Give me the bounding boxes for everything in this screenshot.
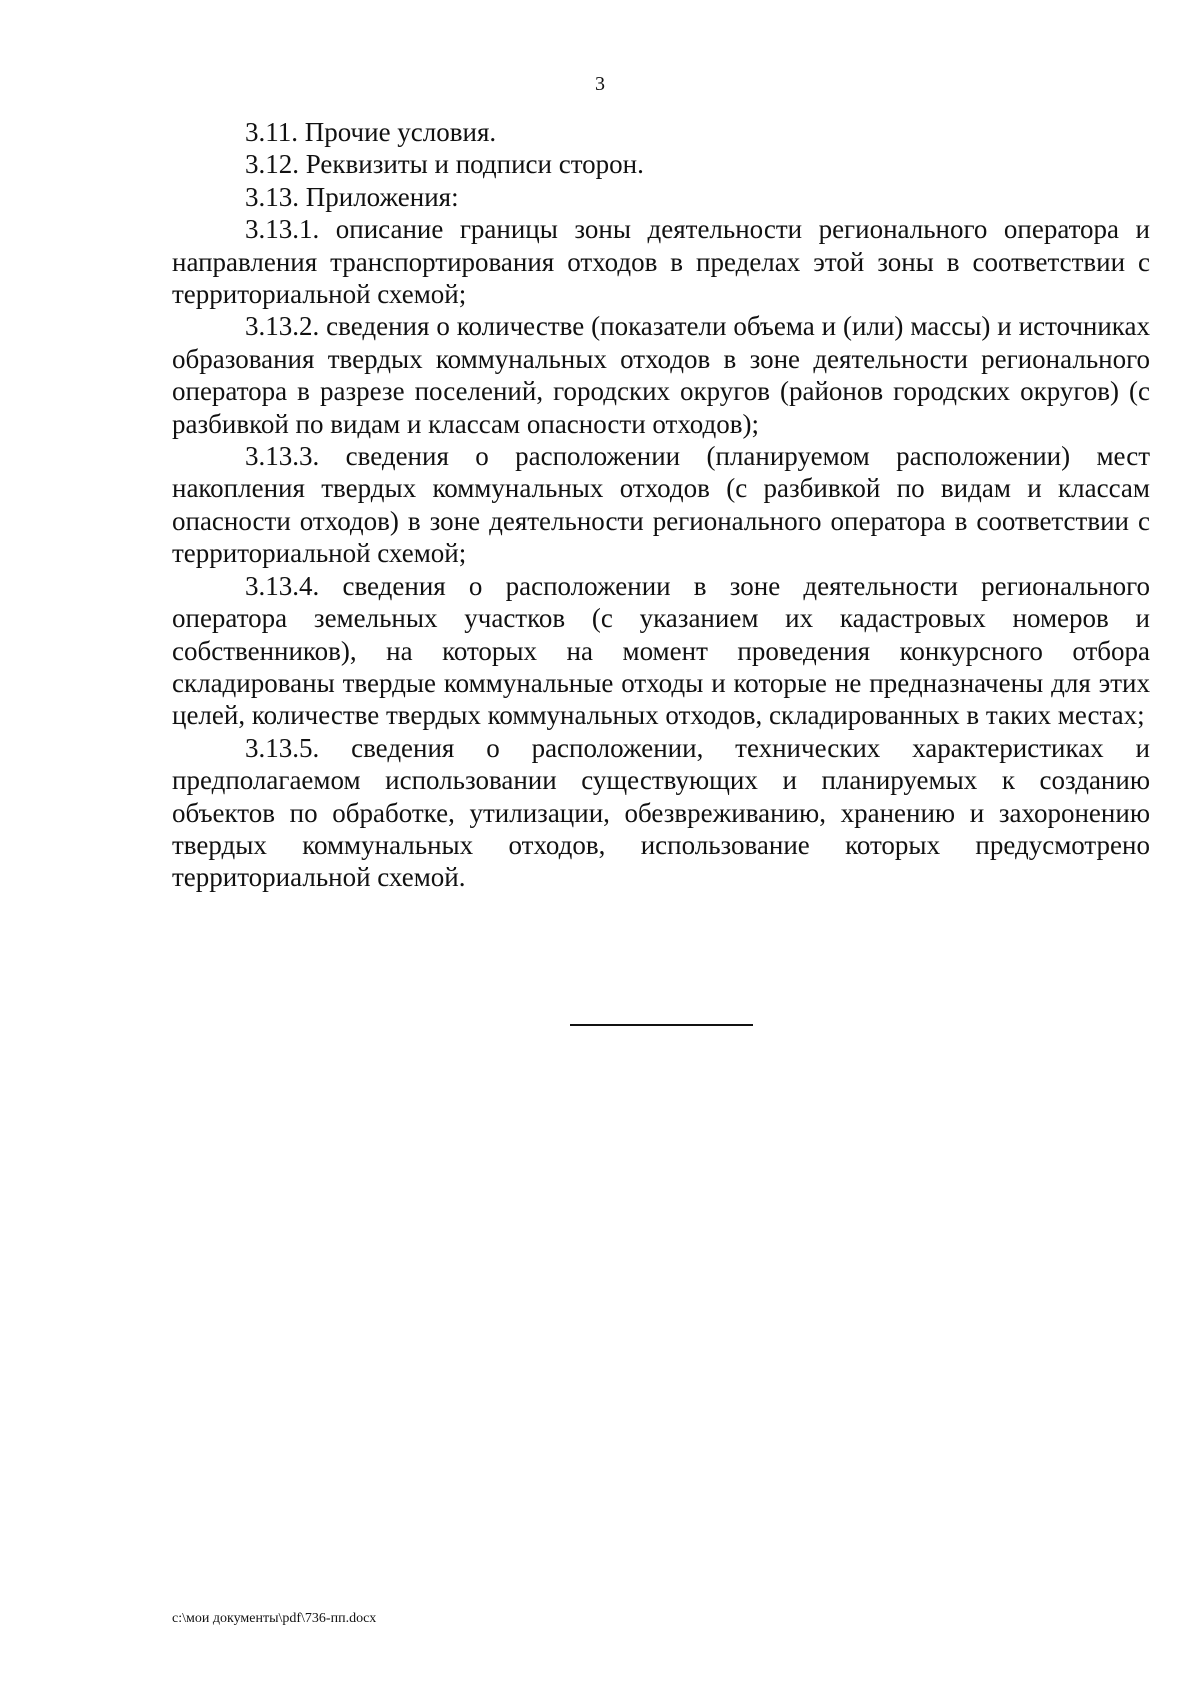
clause-3-13-3: 3.13.3. сведения о расположении (планируемом расположении) мест накопления твердых коммунальных отходов (с разбивкой по видам и классам опасности отходов) в зоне деятельности регионального оператора в соответствии с территориальной схемой; [172, 441, 1150, 569]
clause-3-13-4: 3.13.4. сведения о расположении в зоне деятельности регионального оператора земельных участков (с указанием их кадастровых номеров и собственников), на которых на момент проведения конкурсного отбора складированы твердые коммунальные отходы и которые не предназначены для этих целей, количестве твердых коммунальных отходов, складированных в таких местах; [172, 570, 1150, 731]
clause-3-13: 3.13. Приложения: [245, 181, 459, 212]
footer-file-path: c:\мои документы\pdf\736-пп.docx [172, 1611, 377, 1626]
page-number: 3 [595, 73, 605, 95]
clause-3-12: 3.12. Реквизиты и подписи сторон. [245, 149, 644, 180]
clause-3-11: 3.11. Прочие условия. [245, 117, 497, 147]
end-separator-line [570, 1024, 753, 1026]
clause-3-13-1: 3.13.1. описание границы зоны деятельности регионального оператора и направления транспортирования отходов в пределах этой зоны в соответствии с территориальной схемой; [172, 214, 1150, 310]
document-body [172, 116, 1150, 894]
clause-3-13-2: 3.13.2. сведения о количестве (показатели объема и (или) массы) и источниках образования твердых коммунальных отходов в зоне деятельности регионального оператора в разрезе поселений, городских округов (районов городских округов) (с разбивкой по видам и классам опасности отходов); [172, 311, 1150, 439]
clause-3-13-5: 3.13.5. сведения о расположении, технических характеристиках и предполагаемом использовании существующих и планируемых к созданию объектов по обработке, утилизации, обезвреживанию, хранению и захоронению твердых коммунальных отходов, использование которых предусмотрено территориальной схемой. [172, 732, 1150, 893]
